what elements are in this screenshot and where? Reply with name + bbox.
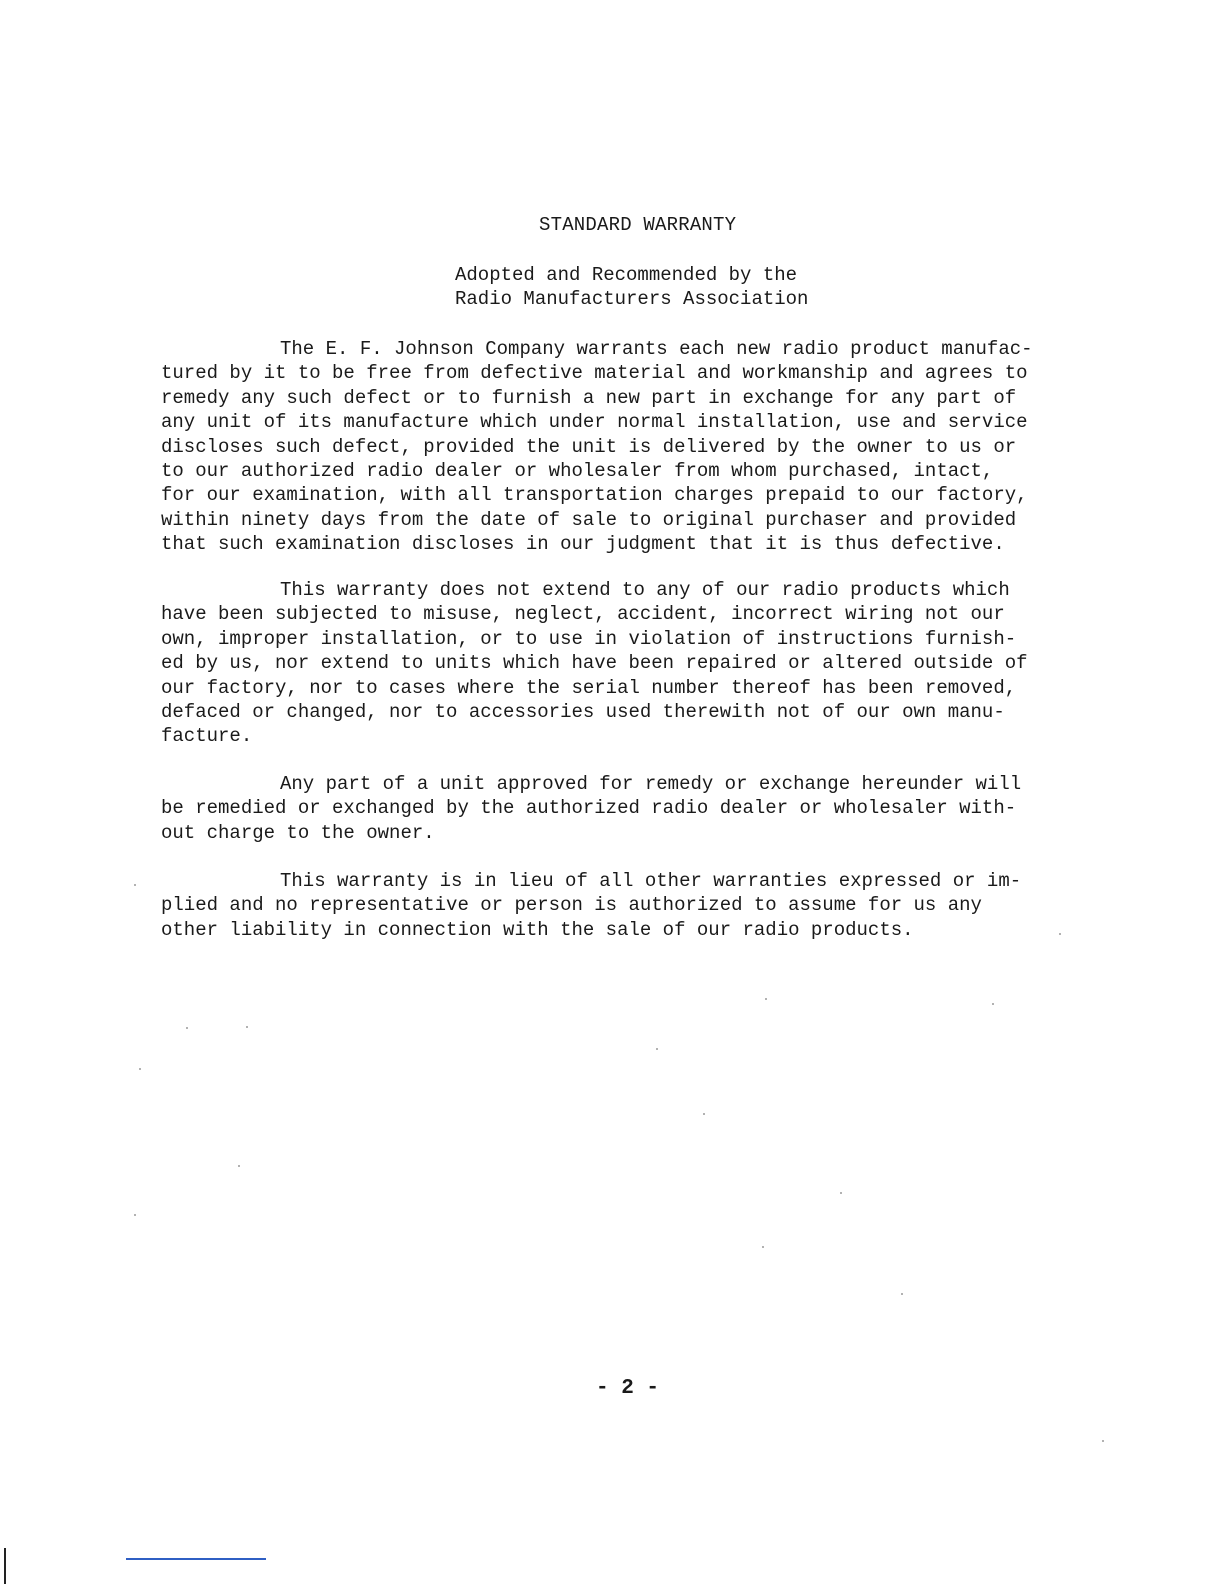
paragraph-line: remedy any such defect or to furnish a new part in exchange for any part of [161, 386, 1017, 409]
paragraph-line: other liability in connection with the sale of our radio products. [161, 918, 914, 941]
paragraph-line: out charge to the owner. [161, 821, 435, 844]
paragraph-line: This warranty does not extend to any of our radio products which [280, 579, 1010, 601]
paragraph-line: Any part of a unit approved for remedy or exchange hereunder will [280, 773, 1022, 795]
scan-speck [1059, 933, 1061, 935]
document-title: STANDARD WARRANTY [539, 214, 737, 236]
subtitle-line: Adopted and Recommended by the [455, 264, 798, 286]
page-number: - 2 - [596, 1377, 660, 1400]
scan-speck [703, 1113, 705, 1115]
subtitle-line: Radio Manufacturers Association [455, 288, 809, 310]
paragraph-line: that such examination discloses in our judgment that it is thus defective. [161, 533, 1005, 556]
scan-speck [840, 1192, 842, 1194]
scan-speck [139, 1068, 141, 1070]
warranty-paragraph-remedy [161, 772, 1021, 845]
paragraph-line: be remedied or exchanged by the authorized radio dealer or wholesaler with- [161, 797, 1017, 820]
scan-speck [238, 1165, 240, 1167]
document-subtitle [455, 263, 808, 311]
scan-speck [186, 1027, 188, 1029]
paragraph-line: The E. F. Johnson Company warrants each new radio product manufac- [280, 338, 1033, 360]
paragraph-line: to our authorized radio dealer or wholesaler from whom purchased, intact, [161, 459, 994, 482]
paragraph-line: our factory, nor to cases where the serial number thereof has been removed, [161, 676, 1017, 699]
paragraph-line: defaced or changed, nor to accessories used therewith not of our own manu- [161, 700, 1005, 723]
scan-speck [134, 1214, 136, 1216]
warranty-paragraph-exclusions [161, 578, 1028, 749]
scan-speck [901, 1293, 903, 1295]
scan-edge-mark [4, 1548, 6, 1584]
footer-rule [126, 1558, 266, 1560]
scan-speck [134, 884, 136, 886]
paragraph-line: own, improper installation, or to use in violation of instructions furnish- [161, 627, 1017, 650]
scan-speck [246, 1026, 248, 1028]
scan-speck [765, 998, 767, 1000]
scan-speck [992, 1003, 994, 1005]
paragraph-line: This warranty is in lieu of all other warranties expressed or im- [280, 870, 1022, 892]
warranty-paragraph-liability [161, 869, 1021, 942]
paragraph-line: tured by it to be free from defective material and workmanship and agrees to [161, 362, 1028, 385]
paragraph-line: discloses such defect, provided the unit is delivered by the owner to us or [161, 435, 1017, 458]
paragraph-line: plied and no representative or person is authorized to assume for us any [161, 894, 982, 917]
paragraph-line: facture. [161, 725, 253, 748]
paragraph-line: have been subjected to misuse, neglect, accident, incorrect wiring not our [161, 603, 1005, 626]
paragraph-line: for our examination, with all transportation charges prepaid to our factory, [161, 484, 1028, 507]
paragraph-line: any unit of its manufacture which under normal installation, use and service [161, 411, 1028, 434]
scan-speck [656, 1048, 658, 1050]
scan-speck [1102, 1440, 1104, 1442]
scan-speck [762, 1246, 764, 1248]
warranty-paragraph-coverage [161, 337, 1033, 557]
paragraph-line: ed by us, nor extend to units which have been repaired or altered outside of [161, 652, 1028, 675]
paragraph-line: within ninety days from the date of sale to original purchaser and provided [161, 508, 1017, 531]
